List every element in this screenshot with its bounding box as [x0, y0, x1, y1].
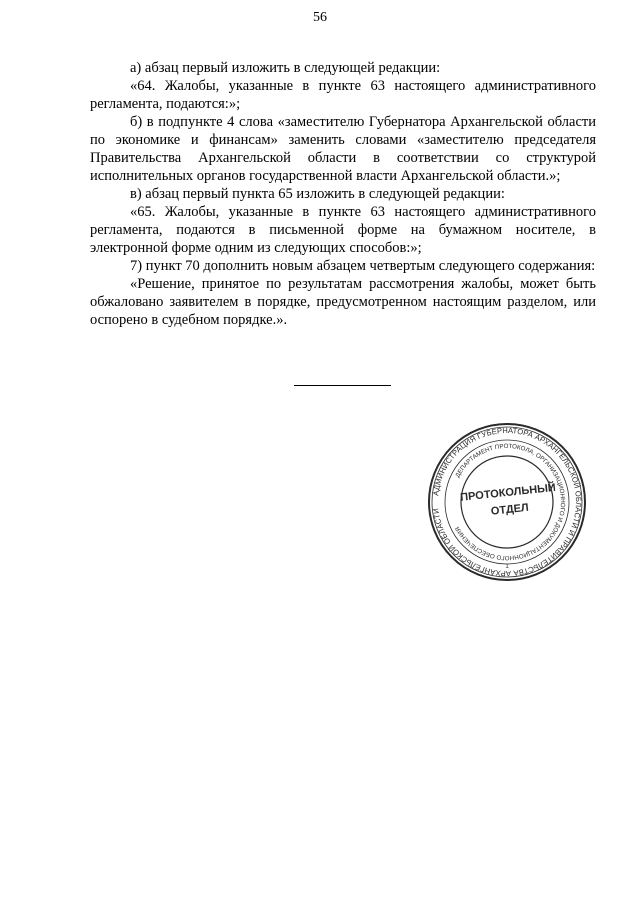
paragraph-quote-65: «65. Жалобы, указанные в пункте 63 настоящего административного регламента, подаются в письменной форме на бумажном носителе, в электронной форме одним из следующих способов:»; [90, 204, 596, 256]
stamp-center-line-1: ПРОТОКОЛЬНЫЙ [459, 481, 557, 504]
page-number: 56 [313, 10, 327, 25]
paragraph-b: б) в подпункте 4 слова «заместителю Губернатора Архангельской области по экономике и финансам» заменить словами «заместителю председателя Правительства Архангельской области в соответствии со структурой исполнительных органов государственной власти Архангельской области.»; [90, 114, 596, 184]
stamp-bottom-mark: 1 [505, 564, 509, 570]
section-divider [294, 385, 391, 386]
paragraph-item-7: 7) пункт 70 дополнить новым абзацем четвертым следующего содержания: [130, 258, 596, 274]
stamp-outer-text: АДМИНИСТРАЦИЯ ГУБЕРНАТОРА АРХАНГЕЛЬСКОЙ ОБЛАСТИ И ПРАВИТЕЛЬСТВА АРХАНГЕЛЬСКОЙ ОБЛАСТИ [431, 425, 584, 579]
document-body [90, 59, 596, 329]
stamp-inner-text: ДЕПАРТАМЕНТ ПРОТОКОЛА, ОРГАНИЗАЦИОННОГО И ДОКУМЕНТАЦИОННОГО ОБЕСПЕЧЕНИЯ [454, 442, 567, 562]
paragraph-a: а) абзац первый изложить в следующей редакции: [130, 60, 441, 76]
stamp-center-line-2: ОТДЕЛ [490, 501, 530, 518]
paragraph-v: в) абзац первый пункта 65 изложить в следующей редакции: [130, 186, 505, 202]
paragraph-quote-64: «64. Жалобы, указанные в пункте 63 настоящего административного регламента, подаются:»; [90, 78, 596, 112]
official-stamp [427, 422, 587, 582]
paragraph-quote-decision: «Решение, принятое по результатам рассмотрения жалобы, может быть обжаловано заявителем в порядке, предусмотренном настоящим разделом, или оспорено в судебном порядке.». [90, 276, 596, 328]
